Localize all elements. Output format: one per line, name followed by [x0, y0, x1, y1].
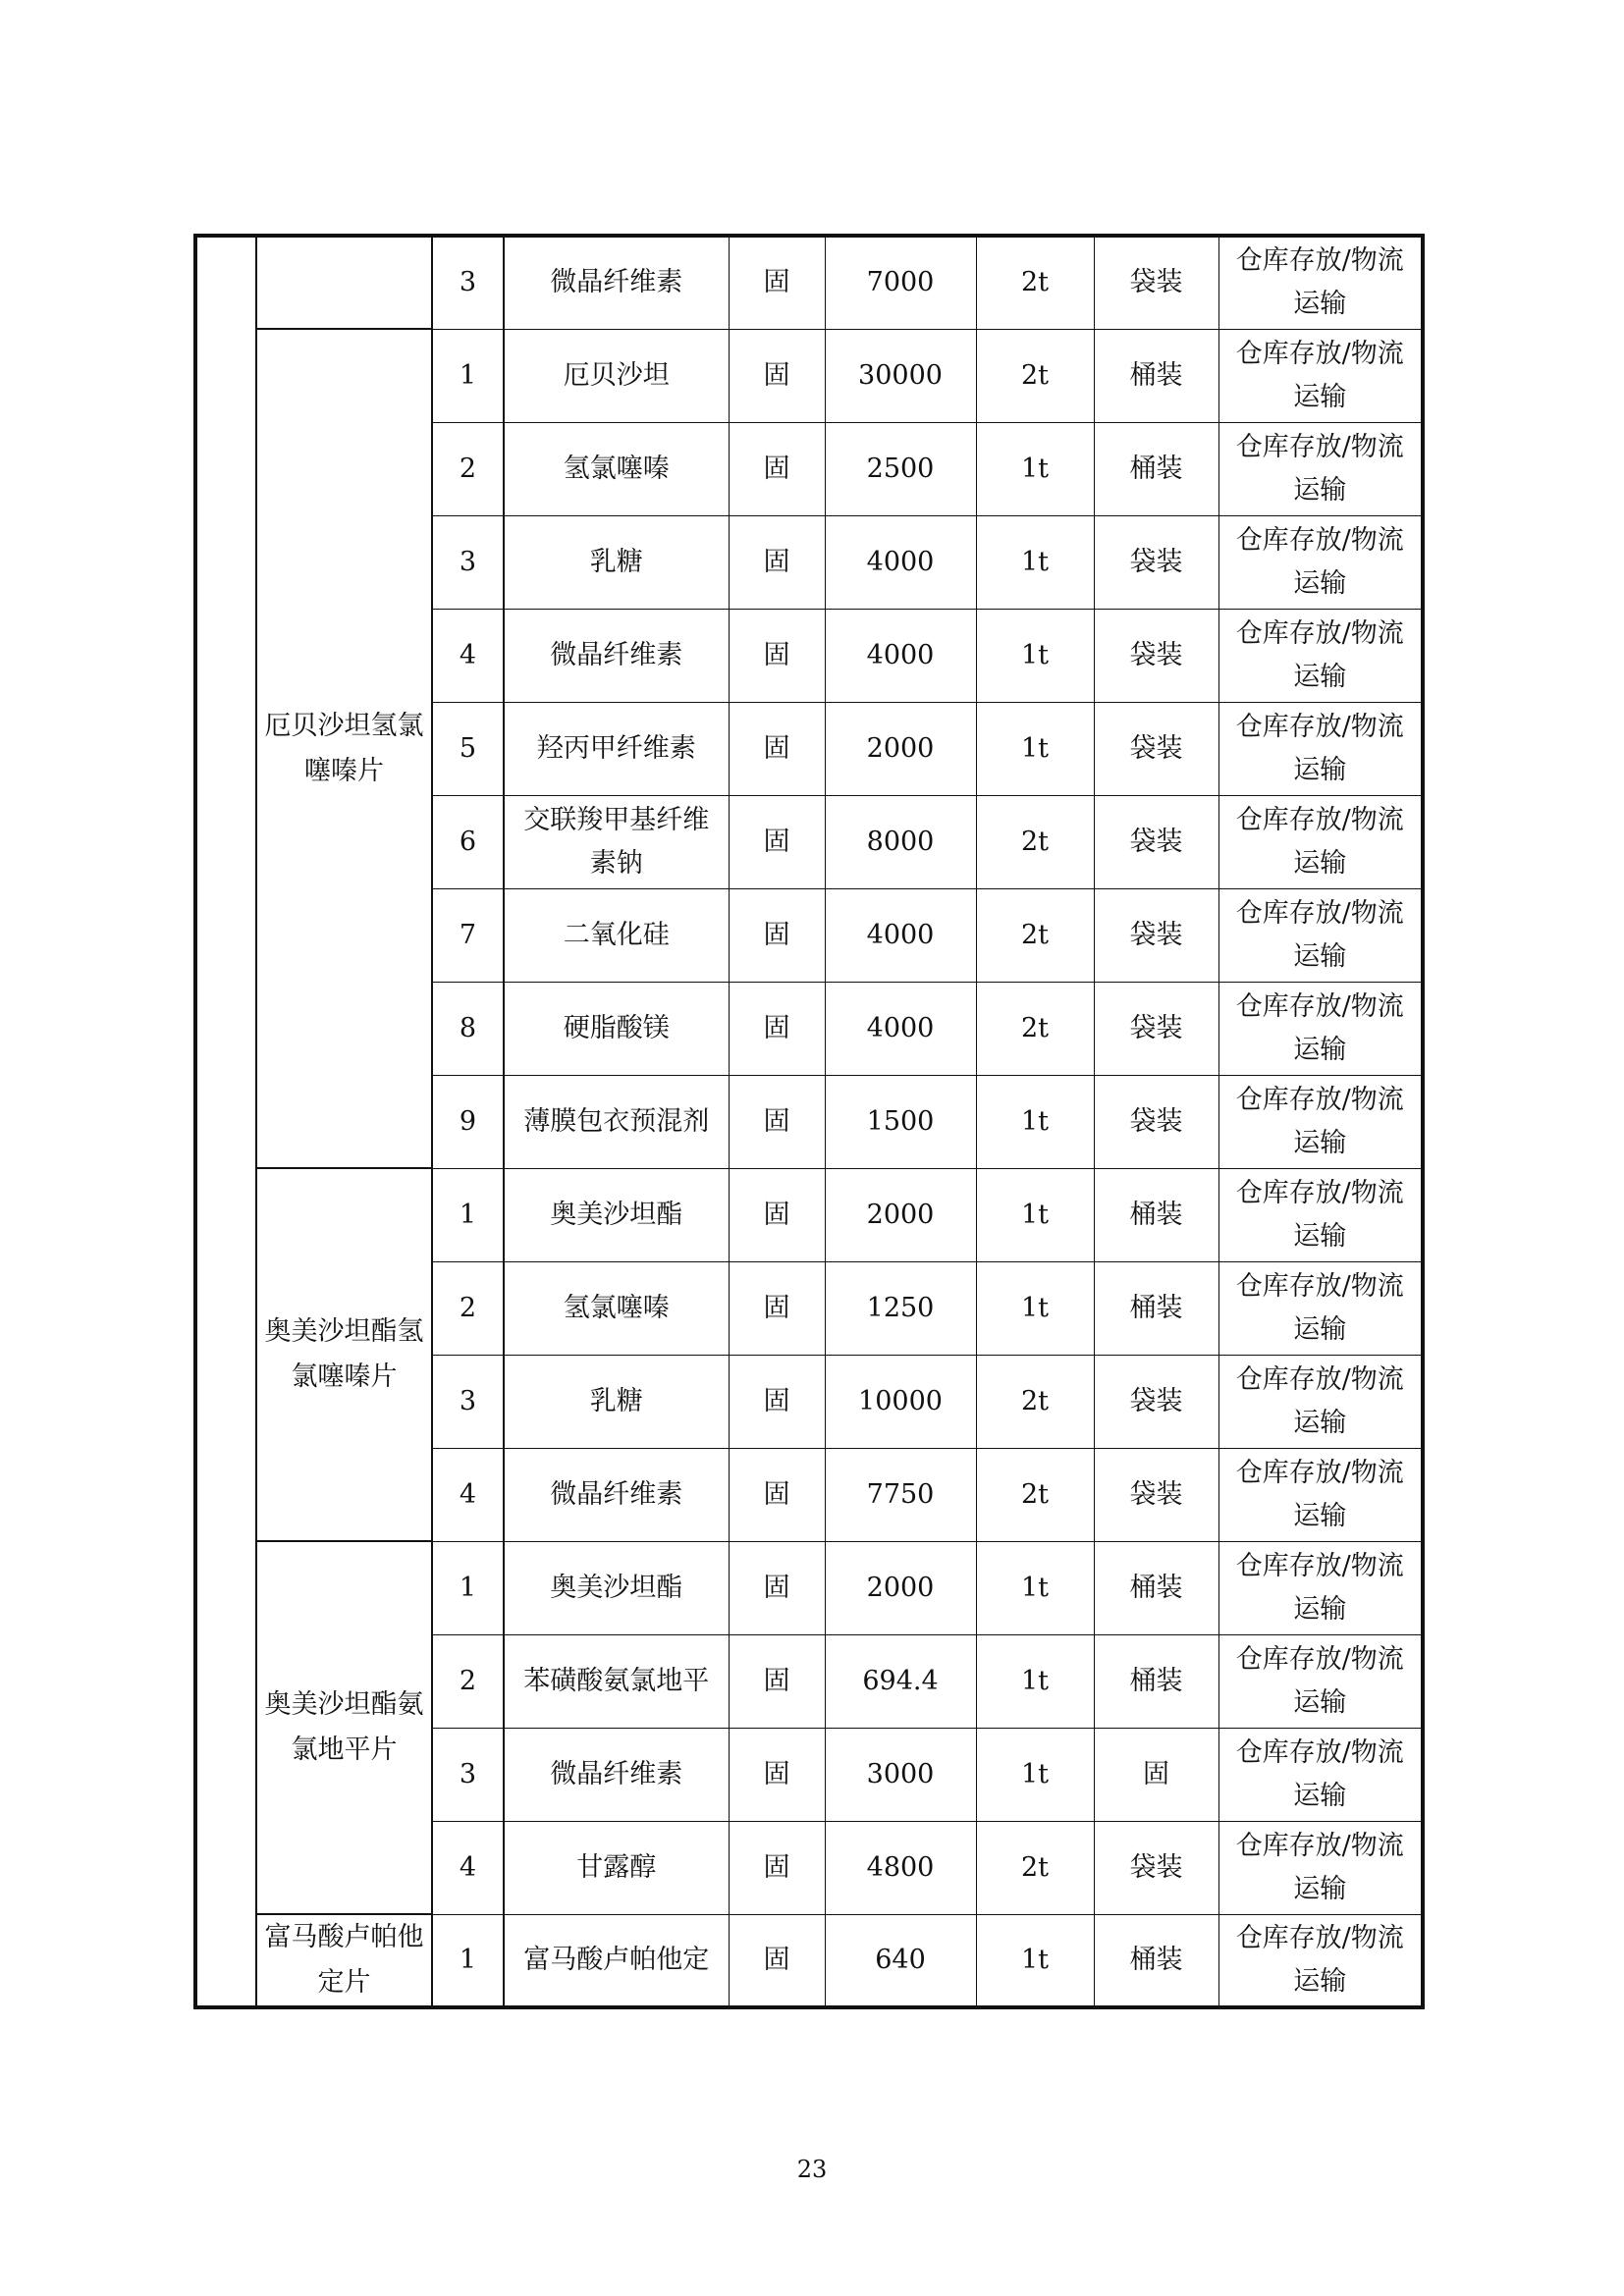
- max-storage: 1t: [1020, 732, 1050, 764]
- material-name: 二氧化硅: [563, 919, 670, 950]
- row-number: 3: [459, 267, 477, 298]
- material-name: 乳糖: [589, 1385, 643, 1416]
- storage-transport: 仓库存放/物流运输: [1235, 1736, 1404, 1811]
- packaging: 桶装: [1129, 1199, 1183, 1230]
- annual-usage-cell: [825, 1355, 976, 1448]
- storage-transport-cell: [1218, 982, 1423, 1075]
- row-number: 4: [459, 1851, 477, 1883]
- storage-transport-cell: [1218, 609, 1423, 702]
- product-name-cell: [256, 236, 432, 329]
- packaging-cell: [1094, 982, 1218, 1075]
- max-storage: 2t: [1020, 826, 1050, 857]
- annual-usage-cell: [825, 795, 976, 888]
- storage-transport: 仓库存放/物流运输: [1235, 1457, 1404, 1531]
- material-state-cell: [729, 1261, 825, 1355]
- storage-transport: 仓库存放/物流运输: [1235, 990, 1404, 1065]
- material-name-cell: [504, 1448, 729, 1541]
- packaging: 桶装: [1129, 1944, 1183, 1975]
- row-number-cell: [432, 1914, 504, 2007]
- material-state-cell: [729, 1914, 825, 2007]
- material-state-cell: [729, 1168, 825, 1261]
- packaging: 袋装: [1129, 1105, 1183, 1137]
- packaging-cell: [1094, 515, 1218, 609]
- packaging: 桶装: [1129, 1572, 1183, 1603]
- row-number: 3: [459, 1385, 477, 1416]
- material-state: 固: [763, 919, 790, 950]
- row-number: 6: [459, 826, 477, 857]
- row-number-cell: [432, 1541, 504, 1634]
- material-name: 苯磺酸氨氯地平: [523, 1665, 710, 1696]
- table-row: [195, 1168, 1423, 1261]
- row-number-cell: [432, 1261, 504, 1355]
- material-state-cell: [729, 702, 825, 795]
- packaging-cell: [1094, 1914, 1218, 2007]
- packaging-cell: [1094, 702, 1218, 795]
- packaging-cell: [1094, 422, 1218, 515]
- max-storage: 1t: [1020, 1199, 1050, 1230]
- material-name: 奥美沙坦酯: [550, 1199, 683, 1230]
- storage-transport: 仓库存放/物流运输: [1235, 1643, 1404, 1718]
- annual-usage-cell: [825, 1728, 976, 1821]
- packaging: 袋装: [1129, 546, 1183, 577]
- packaging-cell: [1094, 1168, 1218, 1261]
- packaging-cell: [1094, 1355, 1218, 1448]
- material-name: 硬脂酸镁: [563, 1012, 670, 1043]
- storage-transport-cell: [1218, 1075, 1423, 1168]
- page-number: 23: [796, 2156, 828, 2183]
- material-state: 固: [763, 546, 790, 577]
- row-number-cell: [432, 329, 504, 422]
- storage-transport: 仓库存放/物流运输: [1235, 1550, 1404, 1625]
- material-state: 固: [763, 453, 790, 484]
- storage-transport: 仓库存放/物流运输: [1235, 711, 1404, 785]
- product-name-cell: [256, 1541, 432, 1914]
- storage-transport: 仓库存放/物流运输: [1235, 617, 1404, 692]
- row-number: 4: [459, 639, 477, 670]
- max-storage-cell: [976, 1075, 1094, 1168]
- material-name-cell: [504, 236, 729, 329]
- max-storage: 1t: [1020, 1758, 1050, 1789]
- row-number: 2: [459, 1292, 477, 1323]
- storage-transport-cell: [1218, 1728, 1423, 1821]
- max-storage: 1t: [1020, 1292, 1050, 1323]
- row-number: 1: [459, 1944, 477, 1975]
- annual-usage-cell: [825, 1448, 976, 1541]
- material-state-cell: [729, 609, 825, 702]
- annual-usage-cell: [825, 1634, 976, 1728]
- material-state-cell: [729, 1634, 825, 1728]
- max-storage-cell: [976, 1261, 1094, 1355]
- material-state: 固: [763, 1944, 790, 1975]
- packaging-cell: [1094, 1075, 1218, 1168]
- material-state: 固: [763, 1758, 790, 1789]
- material-state-cell: [729, 422, 825, 515]
- material-state-cell: [729, 1728, 825, 1821]
- annual-usage: 2000: [866, 732, 935, 764]
- material-name: 羟丙甲纤维素: [536, 732, 696, 764]
- row-number-cell: [432, 422, 504, 515]
- material-state: 固: [763, 826, 790, 857]
- raw-materials-table: [193, 234, 1425, 2009]
- material-name-cell: [504, 1261, 729, 1355]
- max-storage: 2t: [1020, 359, 1050, 391]
- row-number-cell: [432, 982, 504, 1075]
- packaging: 袋装: [1129, 919, 1183, 950]
- packaging-cell: [1094, 1634, 1218, 1728]
- max-storage: 1t: [1020, 1944, 1050, 1975]
- material-state: 固: [763, 267, 790, 298]
- material-state: 固: [763, 639, 790, 670]
- storage-transport: 仓库存放/物流运输: [1235, 524, 1404, 599]
- annual-usage-cell: [825, 888, 976, 982]
- row-number-cell: [432, 1634, 504, 1728]
- max-storage-cell: [976, 609, 1094, 702]
- row-number-cell: [432, 236, 504, 329]
- annual-usage: 30000: [858, 359, 943, 391]
- material-name: 微晶纤维素: [550, 1478, 683, 1510]
- storage-transport-cell: [1218, 1914, 1423, 2007]
- storage-transport: 仓库存放/物流运输: [1235, 1270, 1404, 1345]
- packaging: 袋装: [1129, 732, 1183, 764]
- max-storage-cell: [976, 1821, 1094, 1914]
- packaging-cell: [1094, 1541, 1218, 1634]
- material-state: 固: [763, 1199, 790, 1230]
- max-storage: 2t: [1020, 1385, 1050, 1416]
- max-storage: 2t: [1020, 1478, 1050, 1510]
- material-state-cell: [729, 236, 825, 329]
- packaging: 桶装: [1129, 1665, 1183, 1696]
- material-state: 固: [763, 1292, 790, 1323]
- material-state: 固: [763, 732, 790, 764]
- material-name: 薄膜包衣预混剂: [523, 1105, 710, 1137]
- max-storage-cell: [976, 1541, 1094, 1634]
- storage-transport-cell: [1218, 888, 1423, 982]
- max-storage-cell: [976, 1448, 1094, 1541]
- row-number-cell: [432, 795, 504, 888]
- storage-transport-cell: [1218, 1821, 1423, 1914]
- storage-transport-cell: [1218, 1541, 1423, 1634]
- annual-usage-cell: [825, 422, 976, 515]
- storage-transport-cell: [1218, 795, 1423, 888]
- material-name: 奥美沙坦酯: [550, 1572, 683, 1603]
- max-storage-cell: [976, 1168, 1094, 1261]
- packaging: 袋装: [1129, 1851, 1183, 1883]
- annual-usage-cell: [825, 515, 976, 609]
- material-name-cell: [504, 888, 729, 982]
- annual-usage-cell: [825, 1168, 976, 1261]
- storage-transport-cell: [1218, 702, 1423, 795]
- storage-transport-cell: [1218, 1261, 1423, 1355]
- storage-transport: 仓库存放/物流运输: [1235, 1922, 1404, 1997]
- material-name: 厄贝沙坦: [563, 359, 670, 391]
- material-state: 固: [763, 1478, 790, 1510]
- material-state: 固: [763, 1665, 790, 1696]
- annual-usage: 2000: [866, 1199, 935, 1230]
- annual-usage: 2000: [866, 1572, 935, 1603]
- annual-usage-cell: [825, 1914, 976, 2007]
- row-number-cell: [432, 515, 504, 609]
- row-number-cell: [432, 1355, 504, 1448]
- row-number: 1: [459, 1199, 477, 1230]
- storage-transport: 仓库存放/物流运输: [1235, 338, 1404, 412]
- material-state-cell: [729, 1075, 825, 1168]
- material-name: 微晶纤维素: [550, 639, 683, 670]
- max-storage-cell: [976, 1355, 1094, 1448]
- material-state-cell: [729, 1821, 825, 1914]
- material-name: 富马酸卢帕他定: [523, 1944, 710, 1975]
- material-name-cell: [504, 795, 729, 888]
- storage-transport: 仓库存放/物流运输: [1235, 1363, 1404, 1438]
- product-name-cell: [256, 1168, 432, 1541]
- annual-usage: 4000: [866, 639, 935, 670]
- row-number-cell: [432, 1075, 504, 1168]
- storage-transport: 仓库存放/物流运输: [1235, 897, 1404, 972]
- material-name-cell: [504, 1634, 729, 1728]
- row-number: 2: [459, 1665, 477, 1696]
- row-number: 7: [459, 919, 477, 950]
- max-storage: 1t: [1020, 453, 1050, 484]
- material-name-cell: [504, 1541, 729, 1634]
- row-number: 5: [459, 732, 477, 764]
- annual-usage-cell: [825, 702, 976, 795]
- material-name-cell: [504, 1355, 729, 1448]
- storage-transport: 仓库存放/物流运输: [1235, 431, 1404, 506]
- storage-transport-cell: [1218, 515, 1423, 609]
- annual-usage: 1500: [866, 1105, 935, 1137]
- storage-transport-cell: [1218, 1168, 1423, 1261]
- material-state-cell: [729, 982, 825, 1075]
- material-state: 固: [763, 1851, 790, 1883]
- max-storage-cell: [976, 795, 1094, 888]
- max-storage-cell: [976, 236, 1094, 329]
- row-number-cell: [432, 609, 504, 702]
- annual-usage: 8000: [866, 826, 935, 857]
- annual-usage-cell: [825, 236, 976, 329]
- packaging: 袋装: [1129, 1385, 1183, 1416]
- storage-transport-cell: [1218, 1634, 1423, 1728]
- product-name: 富马酸卢帕他定片: [264, 1922, 424, 1998]
- row-number: 3: [459, 546, 477, 577]
- annual-usage: 10000: [858, 1385, 943, 1416]
- storage-transport-cell: [1218, 329, 1423, 422]
- storage-transport: 仓库存放/物流运输: [1235, 1084, 1404, 1158]
- annual-usage-cell: [825, 1821, 976, 1914]
- storage-transport: 仓库存放/物流运输: [1235, 1830, 1404, 1904]
- max-storage: 2t: [1020, 1851, 1050, 1883]
- max-storage: 2t: [1020, 1012, 1050, 1043]
- max-storage: 1t: [1020, 1665, 1050, 1696]
- material-state-cell: [729, 515, 825, 609]
- product-name-cell: [256, 1914, 432, 2007]
- row-number-cell: [432, 1448, 504, 1541]
- product-name: 奥美沙坦酯氢氯噻嗪片: [264, 1316, 424, 1392]
- row-number-cell: [432, 1821, 504, 1914]
- annual-usage-cell: [825, 609, 976, 702]
- packaging: 桶装: [1129, 1292, 1183, 1323]
- material-name-cell: [504, 1821, 729, 1914]
- material-name-cell: [504, 1914, 729, 2007]
- annual-usage: 640: [875, 1944, 926, 1975]
- max-storage-cell: [976, 515, 1094, 609]
- material-state: 固: [763, 359, 790, 391]
- max-storage: 2t: [1020, 267, 1050, 298]
- material-state-cell: [729, 329, 825, 422]
- material-name: 甘露醇: [576, 1851, 657, 1883]
- annual-usage: 7000: [866, 267, 935, 298]
- annual-usage: 1250: [866, 1292, 935, 1323]
- material-state: 固: [763, 1572, 790, 1603]
- material-state-cell: [729, 1355, 825, 1448]
- material-name-cell: [504, 1728, 729, 1821]
- max-storage-cell: [976, 702, 1094, 795]
- material-name-cell: [504, 702, 729, 795]
- storage-transport: 仓库存放/物流运输: [1235, 804, 1404, 879]
- annual-usage-cell: [825, 1541, 976, 1634]
- max-storage-cell: [976, 1914, 1094, 2007]
- storage-transport-cell: [1218, 1355, 1423, 1448]
- material-state-cell: [729, 888, 825, 982]
- row-number: 9: [459, 1105, 477, 1137]
- row-number-cell: [432, 702, 504, 795]
- storage-transport: 仓库存放/物流运输: [1235, 245, 1404, 320]
- table-body: [195, 236, 1423, 2007]
- packaging: 袋装: [1129, 1012, 1183, 1043]
- material-name: 乳糖: [589, 546, 643, 577]
- material-name-cell: [504, 1168, 729, 1261]
- packaging-cell: [1094, 888, 1218, 982]
- material-name-cell: [504, 609, 729, 702]
- row-number: 3: [459, 1758, 477, 1789]
- packaging-cell: [1094, 1728, 1218, 1821]
- table-row: [195, 1914, 1423, 2007]
- packaging: 桶装: [1129, 359, 1183, 391]
- material-name: 氢氯噻嗪: [563, 1292, 670, 1323]
- max-storage: 1t: [1020, 1572, 1050, 1603]
- packaging: 袋装: [1129, 267, 1183, 298]
- material-name: 微晶纤维素: [550, 1758, 683, 1789]
- max-storage-cell: [976, 422, 1094, 515]
- row-number-cell: [432, 1728, 504, 1821]
- row-number-cell: [432, 888, 504, 982]
- max-storage: 1t: [1020, 1105, 1050, 1137]
- annual-usage: 4000: [866, 546, 935, 577]
- annual-usage-cell: [825, 329, 976, 422]
- packaging-cell: [1094, 609, 1218, 702]
- annual-usage: 7750: [866, 1478, 935, 1510]
- packaging-cell: [1094, 1261, 1218, 1355]
- storage-transport-cell: [1218, 1448, 1423, 1541]
- annual-usage: 694.4: [862, 1665, 939, 1696]
- table-row: [195, 329, 1423, 422]
- storage-transport-cell: [1218, 422, 1423, 515]
- row-number: 8: [459, 1012, 477, 1043]
- product-name: 厄贝沙坦氢氯噻嗪片: [264, 710, 424, 786]
- annual-usage-cell: [825, 1261, 976, 1355]
- max-storage: 2t: [1020, 919, 1050, 950]
- packaging: 袋装: [1129, 826, 1183, 857]
- annual-usage: 4000: [866, 919, 935, 950]
- packaging: 固: [1143, 1758, 1169, 1789]
- packaging-cell: [1094, 795, 1218, 888]
- row-number: 1: [459, 359, 477, 391]
- material-state-cell: [729, 795, 825, 888]
- material-state: 固: [763, 1105, 790, 1137]
- material-name-cell: [504, 422, 729, 515]
- row-number: 4: [459, 1478, 477, 1510]
- category-cell: [195, 236, 256, 2007]
- row-number: 2: [459, 453, 477, 484]
- material-name-cell: [504, 1075, 729, 1168]
- max-storage: 1t: [1020, 639, 1050, 670]
- annual-usage: 2500: [866, 453, 935, 484]
- annual-usage: 4000: [866, 1012, 935, 1043]
- table-row: [195, 1541, 1423, 1634]
- storage-transport: 仓库存放/物流运输: [1235, 1177, 1404, 1252]
- product-name: 奥美沙坦酯氨氯地平片: [264, 1689, 424, 1765]
- packaging: 袋装: [1129, 1478, 1183, 1510]
- annual-usage-cell: [825, 982, 976, 1075]
- packaging-cell: [1094, 236, 1218, 329]
- packaging: 桶装: [1129, 453, 1183, 484]
- annual-usage-cell: [825, 1075, 976, 1168]
- packaging: 袋装: [1129, 639, 1183, 670]
- max-storage-cell: [976, 1634, 1094, 1728]
- row-number: 1: [459, 1572, 477, 1603]
- material-name-cell: [504, 982, 729, 1075]
- material-state: 固: [763, 1012, 790, 1043]
- material-name: 交联羧甲基纤维素钠: [523, 804, 710, 879]
- product-name-cell: [256, 329, 432, 1168]
- storage-transport-cell: [1218, 236, 1423, 329]
- annual-usage: 4800: [866, 1851, 935, 1883]
- max-storage: 1t: [1020, 546, 1050, 577]
- max-storage-cell: [976, 888, 1094, 982]
- annual-usage: 3000: [866, 1758, 935, 1789]
- max-storage-cell: [976, 1728, 1094, 1821]
- max-storage-cell: [976, 329, 1094, 422]
- packaging-cell: [1094, 1448, 1218, 1541]
- packaging-cell: [1094, 1821, 1218, 1914]
- material-state: 固: [763, 1385, 790, 1416]
- row-number-cell: [432, 1168, 504, 1261]
- material-name: 氢氯噻嗪: [563, 453, 670, 484]
- material-name-cell: [504, 329, 729, 422]
- material-name-cell: [504, 515, 729, 609]
- material-state-cell: [729, 1541, 825, 1634]
- packaging-cell: [1094, 329, 1218, 422]
- max-storage-cell: [976, 982, 1094, 1075]
- table-row: [195, 236, 1423, 329]
- material-state-cell: [729, 1448, 825, 1541]
- material-name: 微晶纤维素: [550, 267, 683, 298]
- materials-table-container: [193, 234, 1425, 2009]
